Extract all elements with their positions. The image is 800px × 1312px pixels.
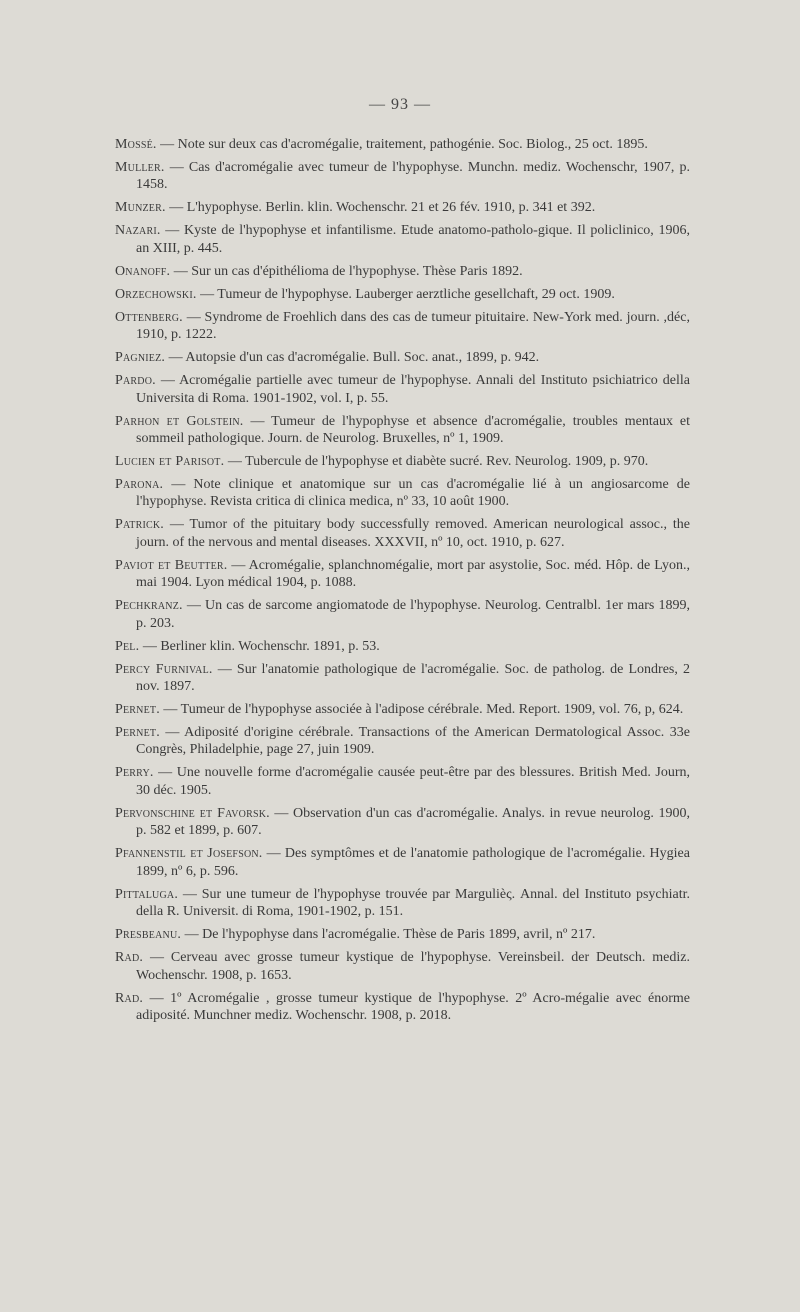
entry-author: Percy Furnival. xyxy=(115,661,213,677)
bibliography-entry xyxy=(115,845,690,880)
bibliography-entry xyxy=(115,476,690,511)
entry-author: Parona. xyxy=(115,477,164,493)
entry-author: Pechkranz. xyxy=(115,598,183,614)
bibliography-entry xyxy=(115,701,690,718)
bibliography-entry xyxy=(115,222,690,257)
entry-text: — L'hypophyse. Berlin. klin. Wochenschr. 21 et 26 fév. 1910, p. 341 et 392. xyxy=(165,200,596,216)
entry-text: — Observation d'un cas d'acromégalie. Analys. in revue neurolog. 1900, p. 582 et 1899, p. 607. xyxy=(136,805,690,839)
bibliography-entry xyxy=(115,199,690,216)
entry-text: — Tubercule de l'hypophyse et diabète sucré. Rev. Neurolog. 1909, p. 970. xyxy=(224,454,649,470)
entry-author: Rad. xyxy=(115,950,144,966)
entry-text: — Note clinique et anatomique sur un cas d'acromégalie lié à un angiosarcome de l'hypophyse. Revista critica di clinica medica, nº 33, 10 août 1900. xyxy=(136,477,690,510)
entry-text: — Des symptômes et de l'anatomie pathologique de l'acromégalie. Hygiea 1899, nº 6, p. 596. xyxy=(136,846,690,879)
bibliography-entry xyxy=(115,286,690,303)
bibliography-entry xyxy=(115,413,690,448)
entry-author: Presbeanu. xyxy=(115,927,182,943)
entry-author: Pardo. xyxy=(115,373,156,389)
bibliography-entry xyxy=(115,926,690,943)
bibliography-entry xyxy=(115,309,690,344)
entry-text: — Berliner klin. Wochenschr. 1891, p. 53. xyxy=(139,638,380,654)
entry-text: — Sur une tumeur de l'hypophyse trouvée par Margulièς. Annal. del Instituto psychiatr. della R. Universit. di Roma, 1901-1902, p. 151. xyxy=(136,886,690,920)
entry-text: — Une nouvelle forme d'acromégalie causée peut-être par des blessures. British Med. Journ, 30 déc. 1905. xyxy=(136,765,690,798)
entry-author: Orzechowski. xyxy=(115,286,197,302)
bibliography-entry xyxy=(115,557,690,592)
bibliography-entry xyxy=(115,263,690,280)
bibliography-list xyxy=(115,136,690,1030)
entry-author: Ottenberg. xyxy=(115,309,183,325)
entry-text: — Sur un cas d'épithélioma de l'hypophyse. Thèse Paris 1892. xyxy=(170,263,523,279)
bibliography-entry xyxy=(115,661,690,696)
entry-author: Mossé. xyxy=(115,137,157,152)
entry-author: Pagniez. xyxy=(115,350,166,366)
entry-text: — Kyste de l'hypophyse et infantilisme. Etude anatomo-patholo-gique. Il policlinico, 1906, an XIII, p. 445. xyxy=(136,223,690,256)
bibliography-entry xyxy=(115,453,690,470)
bibliography-entry xyxy=(115,159,690,194)
entry-author: Rad. xyxy=(115,990,144,1006)
entry-text: — Acromégalie, splanchnomégalie, mort par asystolie, Soc. méd. Hôp. de Lyon., mai 1904. Lyon médical 1904, p. 1088. xyxy=(136,557,690,591)
entry-text: — Tumeur de l'hypophyse. Lauberger aerztliche gesellchaft, 29 oct. 1909. xyxy=(196,286,615,302)
entry-author: Onanoff. xyxy=(115,263,171,279)
entry-author: Lucien et Parisot. xyxy=(115,454,225,470)
bibliography-entry xyxy=(115,372,690,407)
entry-author: Perry. xyxy=(115,765,154,781)
entry-author: Pernet. xyxy=(115,702,160,718)
bibliography-entry xyxy=(115,349,690,366)
bibliography-entry xyxy=(115,949,690,984)
bibliography-entry xyxy=(115,764,690,799)
bibliography-entry xyxy=(115,886,690,921)
entry-author: Patrick. xyxy=(115,517,164,533)
entry-text: — Sur l'anatomie pathologique de l'acromégalie. Soc. de patholog. de Londres, 2 nov. 1897. xyxy=(136,661,691,695)
bibliography-entry xyxy=(115,990,690,1025)
bibliography-entry xyxy=(115,136,690,153)
entry-author: Nazari. xyxy=(115,223,161,239)
entry-text: — 1º Acromégalie , grosse tumeur kystique de l'hypophyse. 2º Acro-mégalie avec énorme adiposité. Munchner mediz. Wochenschr. 1908, p. 2018. xyxy=(136,990,690,1023)
entry-author: Munzer. xyxy=(115,200,166,216)
entry-author: Parhon et Golstein. xyxy=(115,413,244,429)
entry-text: — Tumor of the pituitary body successfully removed. American neurological assoc., the journ. of the nervous and mental diseases. XXXVII, nº 10, oct. 1910, p. 627. xyxy=(136,517,690,550)
entry-text: — Un cas de sarcome angiomatode de l'hypophyse. Neurolog. Centralbl. 1er mars 1899, p. 203. xyxy=(136,598,690,631)
entry-text: — Adiposité d'origine cérébrale. Transactions of the American Dermatological Assoc. 33e Congrès, Philadelphie, page 27, juin 1909. xyxy=(136,725,690,758)
entry-author: Pittaluga. xyxy=(115,886,179,902)
bibliography-entry xyxy=(115,516,690,551)
entry-author: Pfannenstil et Josefson. xyxy=(115,846,263,862)
bibliography-entry xyxy=(115,638,690,655)
entry-text: — Note sur deux cas d'acromégalie, traitement, pathogénie. Soc. Biolog., 25 oct. 1895. xyxy=(156,137,648,152)
entry-author: Pervonschine et Favorsk. xyxy=(115,805,270,821)
entry-text: — De l'hypophyse dans l'acromégalie. Thèse de Paris 1899, avril, nº 217. xyxy=(181,927,596,943)
entry-text: — Autopsie d'un cas d'acromégalie. Bull. Soc. anat., 1899, p. 942. xyxy=(165,350,540,366)
bibliography-entry xyxy=(115,724,690,759)
page-number: — 93 — xyxy=(369,96,431,113)
entry-author: Paviot et Beutter. xyxy=(115,557,228,573)
entry-text: — Cerveau avec grosse tumeur kystique de l'hypophyse. Vereinsbeil. der Deutsch. mediz. Wochenschr. 1908, p. 1653. xyxy=(136,950,690,983)
entry-text: — Tumeur de l'hypophyse associée à l'adipose cérébrale. Med. Report. 1909, vol. 76, p, 624. xyxy=(159,702,684,718)
entry-author: Muller. xyxy=(115,160,165,175)
bibliography-entry xyxy=(115,597,690,632)
entry-author: Pernet. xyxy=(115,725,160,741)
entry-text: — Syndrome de Froehlich dans des cas de tumeur pituitaire. New-York med. journ. ,déc, 1910, p. 1222. xyxy=(136,309,690,343)
entry-text: — Acromégalie partielle avec tumeur de l'hypophyse. Annali del Instituto psichiatrico della Universita di Roma. 1901-1902, vol. I, p. 55. xyxy=(136,373,690,406)
bibliography-entry xyxy=(115,805,690,840)
entry-author: Pel. xyxy=(115,638,140,654)
entry-text: — Tumeur de l'hypophyse et absence d'acromégalie, troubles mentaux et sommeil pathologique. Journ. de Neurolog. Bruxelles, nº 1, 1909. xyxy=(136,413,690,447)
entry-text: — Cas d'acromégalie avec tumeur de l'hypophyse. Munchn. mediz. Wochenschr, 1907, p. 1458. xyxy=(136,160,690,193)
